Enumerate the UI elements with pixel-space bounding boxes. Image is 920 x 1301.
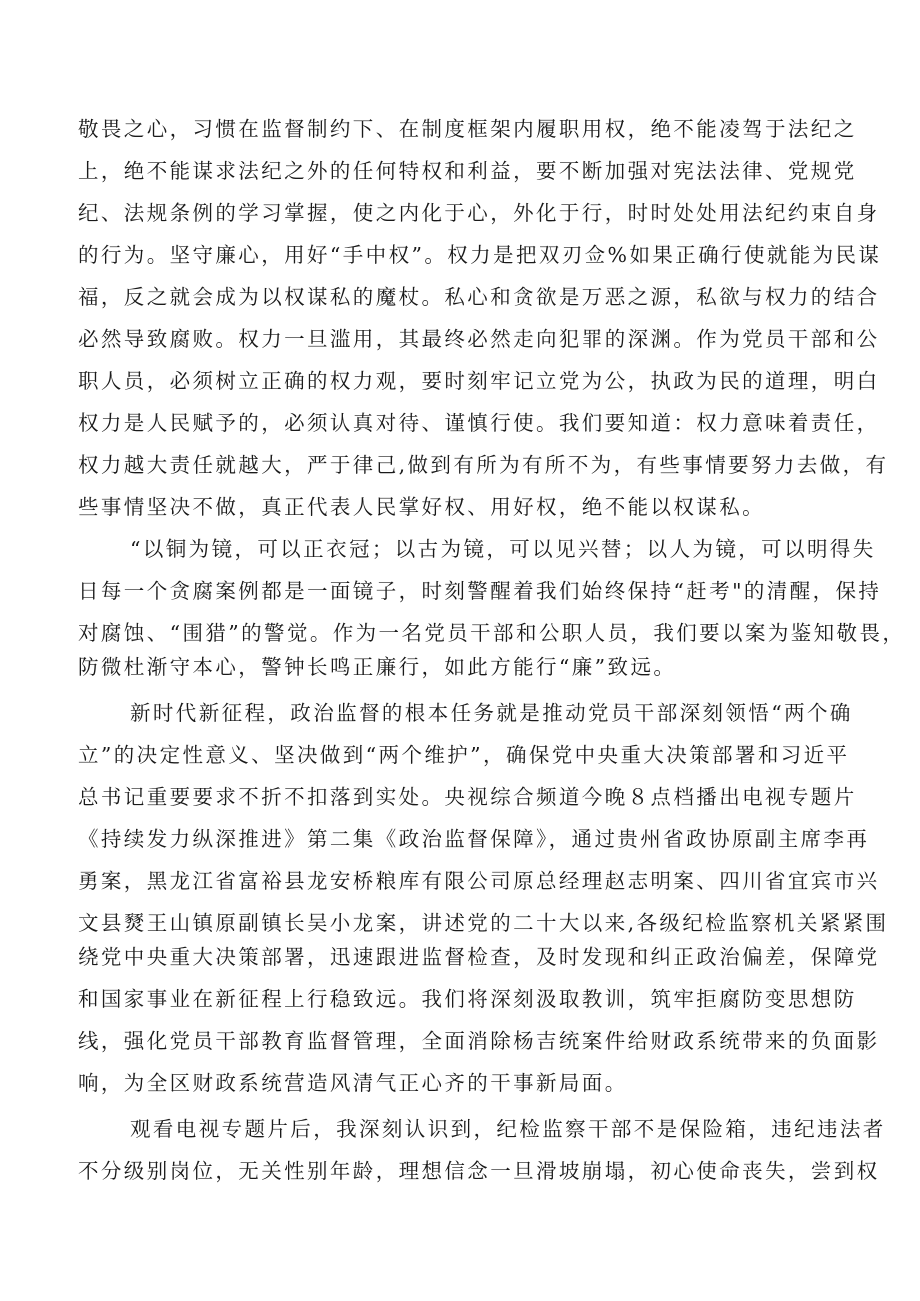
text-line: 观看电视专题片后，我深刻认识到，纪检监察干部不是保险箱，违纪违法者 <box>130 1117 886 1141</box>
text-line: “以铜为镜，可以正衣冠；以古为镜，可以见兴替；以人为镜，可以明得失 <box>130 537 876 561</box>
text-line: 新时代新征程，政治监督的根本任务就是推动党员干部深刻领悟“两个确 <box>130 701 853 725</box>
text-line: 总书记重要要求不折不扣落到实处。央视综合频道今晚８点档播出电视专题片 <box>78 785 857 809</box>
text-line: 日每一个贪腐案例都是一面镜子，时刻警醒着我们始终保持“赶考"的清醒，保持 <box>78 579 882 603</box>
text-line: 和国家事业在新征程上行稳致远。我们将深刻汲取教训，筑牢拒腐防变思想防 <box>78 987 857 1011</box>
text-line: 不分级别岗位，无关性别年龄，理想信念一旦滑坡崩塌，初心使命丧失，尝到权 <box>78 1159 880 1183</box>
text-line: 些事情坚决不做，真正代表人民掌好权、用好权，绝不能以权谋私。 <box>78 495 765 519</box>
text-line: 敬畏之心，习惯在监督制约下、在制度框架内履职用权，绝不能凌驾于法纪之 <box>78 117 857 141</box>
text-line: 权力越大责任就越大，严于律己,做到有所为有所不为，有些事情要努力去做，有 <box>78 453 889 477</box>
text-line: 勇案，黑龙江省富裕县龙安桥粮库有限公司原总经理赵志明案、四川省宜宾市兴 <box>78 869 880 893</box>
text-line: 的行为。坚守廉心，用好“手中权”。权力是把双刃佥%如果正确行使就能为民谋 <box>78 243 882 267</box>
text-line: 文县燹王山镇原副镇长吴小龙案，讲述党的二十大以来,各级纪检监察机关紧紧围 <box>78 911 889 935</box>
text-line: 防微杜渐守本心，警钟长鸣正廉行，如此方能行“廉”致远。 <box>78 655 677 679</box>
text-line: 对腐蚀、“围猎”的警觉。作为一名党员干部和公职人员，我们要以案为鉴知敬畏， <box>78 621 906 645</box>
text-line: 立”的决定性意义、坚决做到“两个维护”，确保党中央重大决策部署和习近平 <box>78 743 850 767</box>
text-line: 绕党中央重大决策部署，迅速跟进监督检查，及时发现和纠正政治偏差，保障党 <box>78 945 880 969</box>
text-line: 线，强化党员干部教育监督管理，全面消除杨吉统案件给财政系统带来的负面影 <box>78 1029 880 1053</box>
text-line: 纪、法规条例的学习掌握，使之内化于心，外化于行，时时处处用法纪约束自身 <box>78 201 880 225</box>
text-line: 职人员，必须树立正确的权力观，要时刻牢记立党为公，执政为民的道理，明白 <box>78 369 880 393</box>
text-line: 上，绝不能谋求法纪之外的任何特权和利益，要不断加强对宪法法律、党规党 <box>78 159 857 183</box>
text-line: 响，为全区财政系统营造风清气正心齐的干事新局面。 <box>78 1071 628 1095</box>
text-line: 《持续发力纵深推进》第二集《政治监督保障》，通过贵州省政协原副主席李再 <box>78 827 870 851</box>
text-line: 必然导致腐败。权力一旦滥用，其最终必然走向犯罪的深渊。作为党员干部和公 <box>78 327 880 351</box>
text-line: 权力是人民赋予的，必须认真对待、谨慎行使。我们要知道：权力意味着责任， <box>78 411 880 435</box>
text-line: 福，反之就会成为以权谋私的魔杖。私心和贪欲是万恶之源，私欲与权力的结合 <box>78 285 880 309</box>
